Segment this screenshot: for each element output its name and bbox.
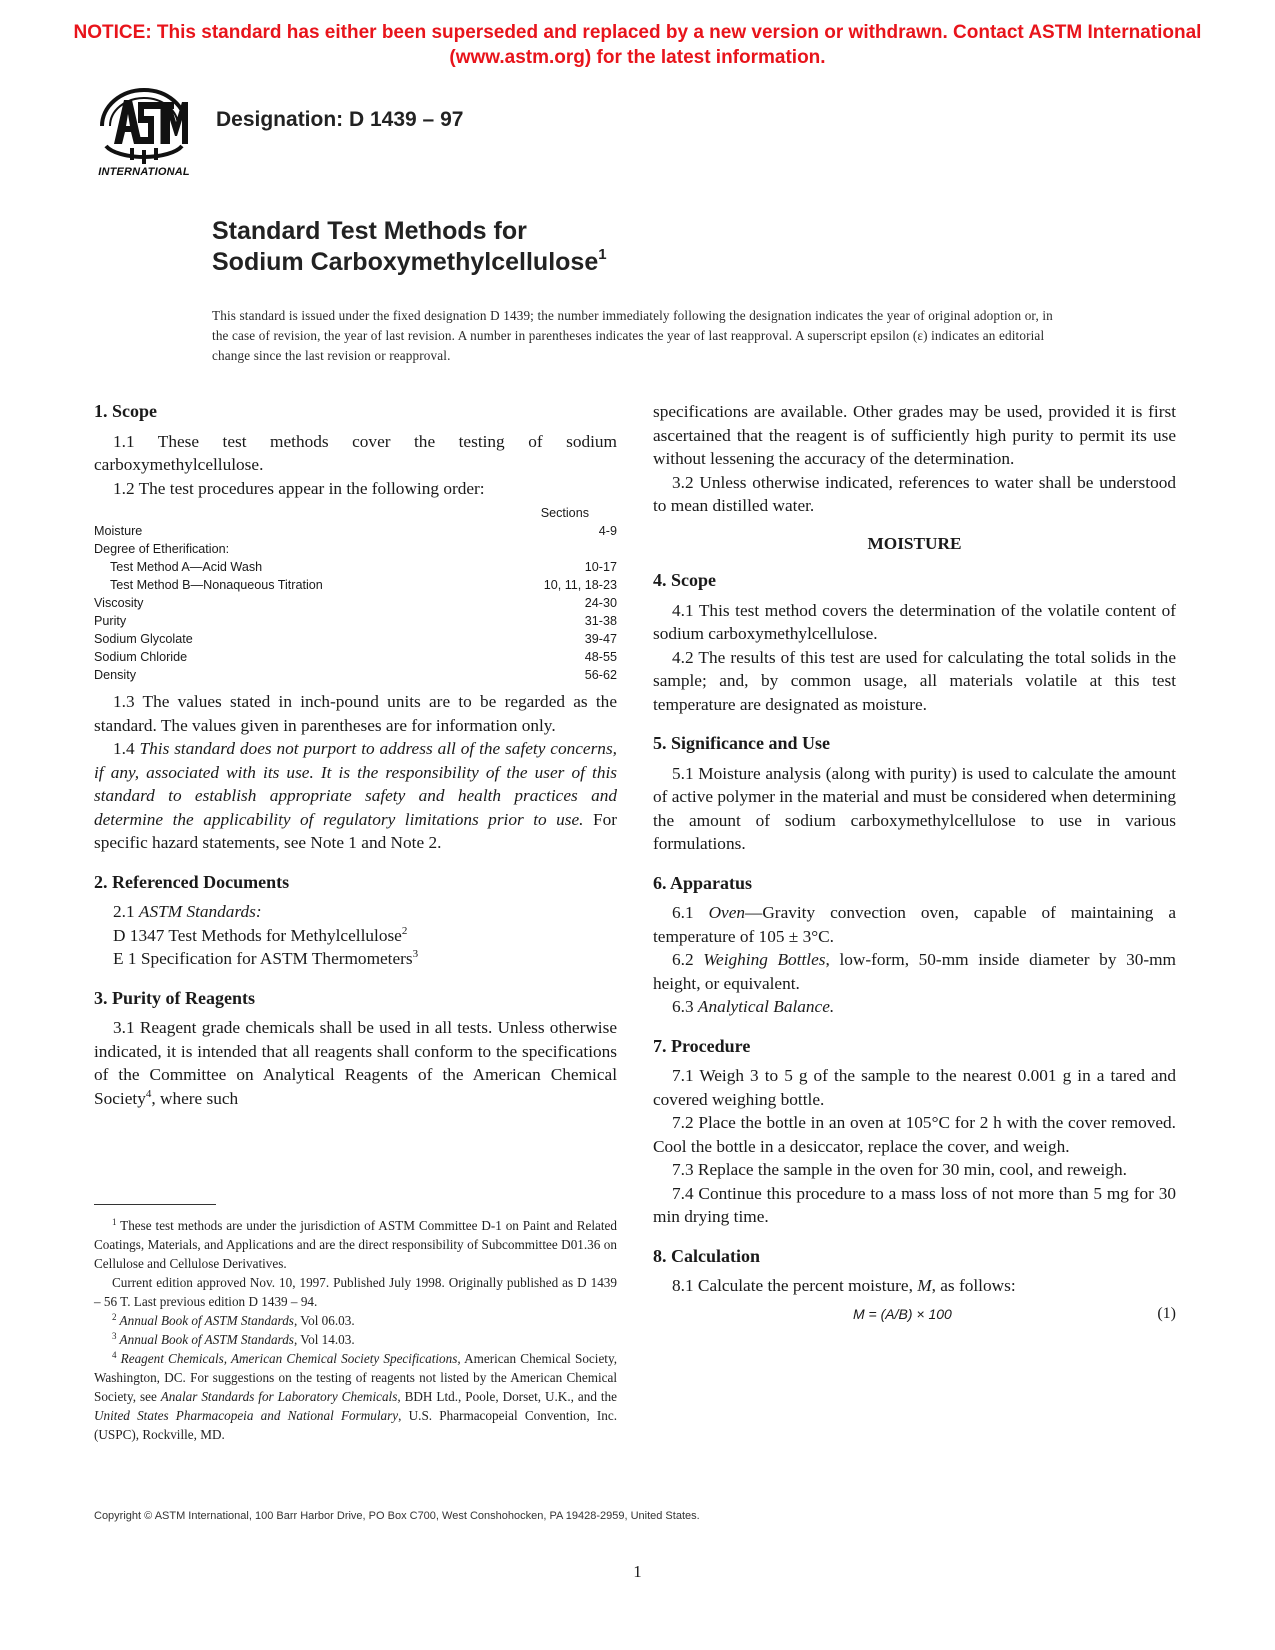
footnote-1-marker: 1 [112,1217,117,1227]
row-label: Moisture [94,524,143,538]
para-1-3: 1.3 The values stated in inch-pound units are to be regarded as the standard. The values given in parentheses are for information only. [94,692,617,735]
table-row [94,576,617,594]
equation-number: (1) [1157,1304,1176,1322]
para-6-2-italic: Weighing Bottles [703,950,826,969]
para-3-2: 3.2 Unless otherwise indicated, references to water shall be understood to mean distilled water. [653,472,1176,515]
section-4-heading: 4. Scope [653,570,716,590]
table-row [94,558,617,576]
footnote-ref-2[interactable]: 2 [401,924,408,937]
para-3-1-part-2 [653,400,1176,471]
issuance-statement: This standard is issued under the fixed designation D 1439; the number immediately following the designation indicates the year of original adoption or, in the case of revision, the year of last revision. A number in parentheses indicates the year of last reapproval. A superscript epsilon (ε) indicates an editorial change since the last revision or reapproval. [212,308,1053,363]
para-7-3: 7.3 Replace the sample in the oven for 30 min, cool, and reweigh. [672,1160,1127,1179]
para-6-1-rest: —Gravity convection oven, capable of maintaining a temperature of 105 ± 3°C. [653,903,1177,946]
para-6-3 [653,995,1176,1019]
section-5-heading: 5. Significance and Use [653,733,831,753]
footnote-2-marker: 2 [112,1312,117,1322]
para-6-1-number: 6.1 [672,903,709,922]
para-8-1-variable: M [917,1276,932,1295]
para-7-1: 7.1 Weigh 3 to 5 g of the sample to the nearest 0.001 g in a tared and covered weighing bottle. [653,1066,1176,1109]
footnote-1-edition: Current edition approved Nov. 10, 1997. Published July 1998. Originally published as D 1439 – 56 T. Last previous edition D 1439 – 94. [94,1275,617,1309]
row-sections: 48-55 [584,650,617,664]
para-1-2: 1.2 The test procedures appear in the following order: [113,478,485,498]
para-6-2-rest: , low-form, 50-mm inside diameter by 30-mm height, or equivalent. [653,950,1176,993]
designation: Designation: D 1439 – 97 [216,108,464,131]
para-4-2: 4.2 The results of this test are used for calculating the total solids in the sample; and, by common usage, all materials volatile at this test temperature are designated as moisture. [653,647,1176,714]
para-2-1-italic: ASTM Standards: [138,902,262,921]
footnote-3-marker: 3 [112,1331,117,1341]
row-label: Degree of Etherification: [94,542,230,556]
para-1-4-number: 1.4 [113,739,140,758]
logo-text: INTERNATIONAL [98,166,190,178]
para-3-1-part-1 [94,1016,617,1110]
footnote-4-rest-2: , BDH Ltd., Poole, Dorset, U.K., and the [397,1389,617,1404]
footnote-1-text: These test methods are under the jurisdiction of ASTM Committee D-1 on Paint and Related Coatings, Materials, and Applications and are the direct responsibility of Subcommittee D01.36 on Cellulose and Cellulose Derivatives. [94,1218,617,1271]
row-sections: 31-38 [584,614,617,628]
section-3-heading: 3. Purity of Reagents [94,987,255,1008]
table-row [94,540,617,558]
footnote-3 [94,1330,617,1349]
reference-text: D 1347 Test Methods for Methylcellulose [113,925,402,945]
para-6-2 [653,948,1176,995]
reference-d1347 [94,924,617,948]
moisture-heading: MOISTURE [867,533,962,553]
row-label: Sodium Glycolate [94,632,193,646]
footnotes [94,1216,617,1444]
para-7-2: 7.2 Place the bottle in an oven at 105°C for 2 h with the cover removed. Cool the bottle in a desiccator, replace the cover, and weigh. [653,1113,1176,1156]
para-1-1: 1.1 These test methods cover the testing of sodium carboxymethylcellulose. [94,431,617,474]
equation-1 [653,1301,1176,1325]
footnote-2-rest: , Vol 06.03. [293,1313,355,1328]
para-6-3-italic: Analytical Balance. [697,997,835,1016]
footnote-3-rest: , Vol 14.03. [293,1332,355,1347]
footnote-3-italic: Annual Book of ASTM Standards [116,1332,294,1347]
para-8-1 [653,1274,1176,1298]
row-sections: 24-30 [584,596,617,610]
title-footnote-ref[interactable]: 1 [598,246,607,263]
para-6-1-italic: Oven [708,903,746,922]
left-column [94,400,617,1110]
table-row [94,630,617,648]
para-6-3-number: 6.3 [672,997,698,1016]
row-label: Test Method B—Nonaqueous Titration [110,578,323,592]
para-5-1: 5.1 Moisture analysis (along with purity) is used to calculate the amount of active polymer in the material and must be considered when determining the amount of sodium carboxymethylcellulose to use in various formulations. [653,763,1176,853]
para-1-4-italic: This standard does not purport to address all of the safety concerns, if any, associated with its use. It is the responsibility of the user of this standard to establish appropriate safety and health practices and determine the applicability of regulatory limitations prior to use. [94,739,617,829]
footnote-1 [94,1216,617,1273]
table-row [94,648,617,666]
footnote-ref-3[interactable]: 3 [412,948,419,960]
footnote-divider [94,1204,216,1205]
title-line-1: Standard Test Methods for [212,217,527,245]
footnote-2-italic: Annual Book of ASTM Standards [116,1313,294,1328]
document-title [212,216,607,278]
para-8-1-rest: , as follows: [931,1276,1016,1295]
footnote-ref-4[interactable]: 4 [145,1087,152,1100]
para-8-1-text: 8.1 Calculate the percent moisture, [672,1276,918,1295]
row-label: Viscosity [94,596,144,610]
footnote-4-italic-2: Analar Standards for Laboratory Chemicals [160,1389,398,1404]
section-8-heading: 8. Calculation [653,1245,761,1266]
page-number: 1 [633,1562,642,1581]
right-column [653,400,1176,1325]
reference-text: E 1 Specification for ASTM Thermometers [113,949,413,968]
para-3-1-continued: specifications are available. Other grades may be used, provided it is first ascertained that the reagent is of sufficiently high purity to permit its use without lessening the accuracy of the determination. [653,402,1176,468]
copyright-line: Copyright © ASTM International, 100 Barr Harbor Drive, PO Box C700, West Conshohocken, PA 19428-2959, United States. [94,1510,700,1522]
row-label: Density [94,668,136,682]
equation-formula: M = (A/B) × 100 [853,1305,952,1322]
footnote-4 [94,1349,617,1444]
footnote-4-italic-3: United States Pharmacopeia and National Formulary [94,1408,399,1423]
row-label: Purity [94,614,127,628]
row-label: Test Method A—Acid Wash [110,560,263,574]
para-4-1: 4.1 This test method covers the determination of the volatile content of sodium carboxymethylcellulose. [653,600,1176,643]
reference-e1 [94,947,617,971]
para-7-4: 7.4 Continue this procedure to a mass loss of not more than 5 mg for 30 min drying time. [653,1183,1176,1226]
row-sections: 10, 11, 18-23 [543,578,617,592]
table-row [94,594,617,612]
para-2-1-number: 2.1 [113,902,139,921]
para-3-1-text: 3.1 Reagent grade chemicals shall be used in all tests. Unless otherwise indicated, it is intended that all reagents shall conform to the specifications of the Committee on Analytical Reagents of the American Chemical Society [94,1018,617,1108]
footnote-4-rest-3: , U.S. Pharmacopeial Convention, Inc. (USPC), Rockville, MD. [94,1408,617,1442]
section-7-heading: 7. Procedure [653,1035,751,1056]
row-sections: 56-62 [584,668,617,682]
para-1-4-rest: For specific hazard statements, see Note 1 and Note 2. [94,809,617,852]
procedure-order-table [94,504,617,684]
row-sections: 4-9 [598,524,617,538]
footnote-4-marker: 4 [112,1350,117,1360]
table-row [94,666,617,684]
section-1-heading: 1. Scope [94,401,157,421]
table-header-sections: Sections [540,506,589,520]
para-1-4 [94,737,617,855]
astm-logo [88,86,200,182]
table-row [94,612,617,630]
footnote-4-italic-1: Reagent Chemicals, American Chemical Society Specifications [116,1351,458,1366]
footnote-2 [94,1311,617,1330]
row-sections: 39-47 [584,632,617,646]
row-label: Sodium Chloride [94,650,188,664]
para-6-2-number: 6.2 [672,950,704,969]
footnote-4-rest-1: , American Chemical Society, Washington, DC. For suggestions on the testing of reagents not listed by the American Chemical Society, see [94,1351,617,1404]
title-line-2 [212,247,607,278]
para-2-1 [94,900,617,924]
para-6-1 [653,901,1176,948]
section-2-heading: 2. Referenced Documents [94,871,290,892]
title-line-2-text: Sodium Carboxymethylcellulose [212,248,599,276]
table-row [94,522,617,540]
notice-banner: NOTICE: This standard has either been superseded and replaced by a new version or withdrawn. Contact ASTM International (www.astm.org) for the latest information. [73,22,1202,68]
row-sections: 10-17 [584,560,617,574]
section-6-heading: 6. Apparatus [653,872,753,893]
astm-logo-icon [88,86,200,168]
para-3-1-where-such: , where such [151,1088,239,1108]
